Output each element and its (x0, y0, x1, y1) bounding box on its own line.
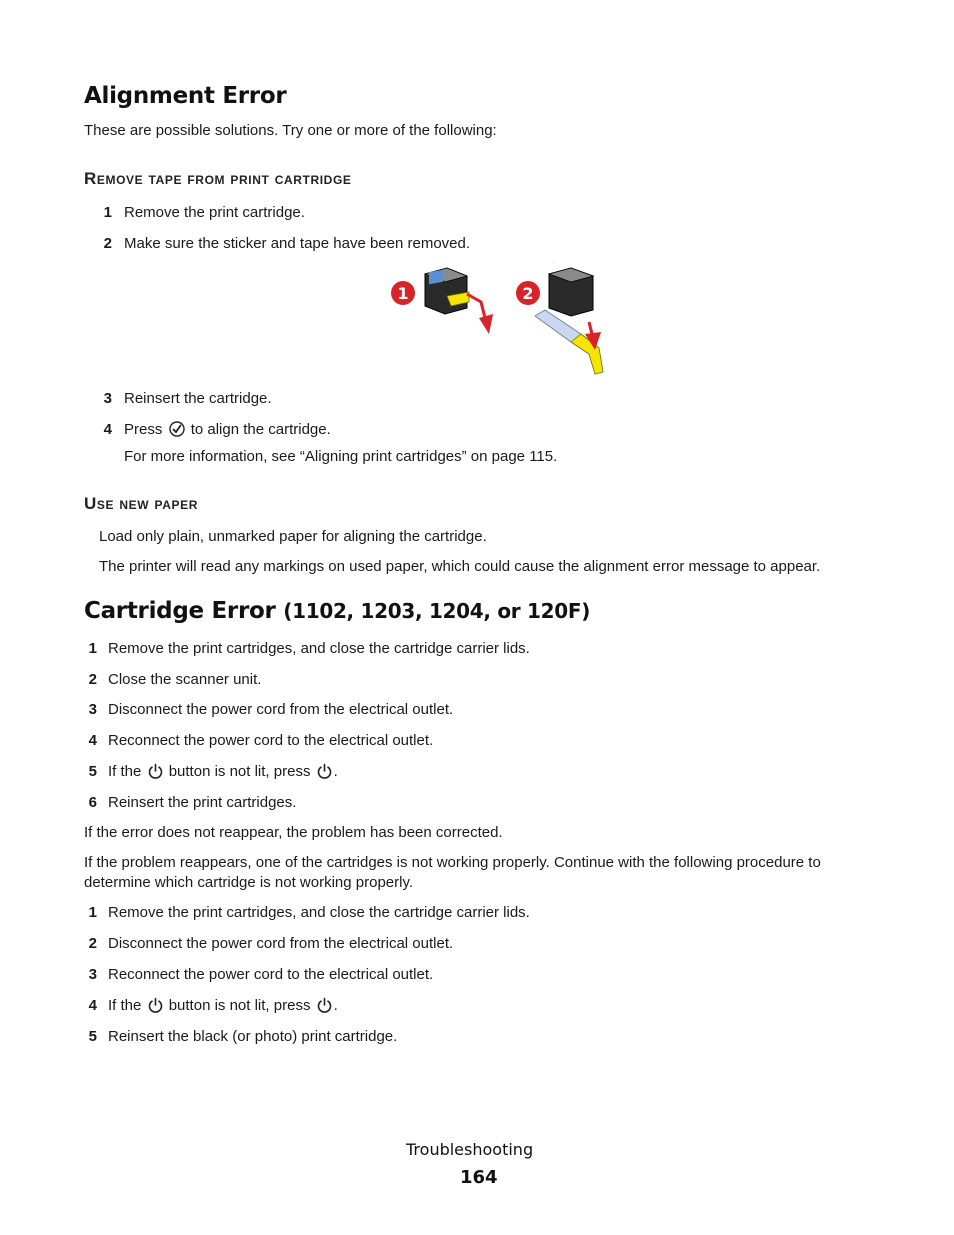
step-text (108, 997, 338, 1014)
step-number: 2 (88, 935, 97, 952)
cartridge-with-tape-icon (425, 268, 493, 334)
power-icon (148, 763, 163, 779)
step-number: 4 (88, 732, 97, 749)
para-error-corrected: If the error does not reappear, the problem has been corrected. (84, 824, 503, 841)
step-4-note: For more information, see “Aligning print cartridges” on page 115. (124, 448, 558, 465)
use-new-paper-heading: Use new paper (84, 494, 198, 513)
cartridge-error-codes: (1102, 1203, 1204, or 120F) (283, 599, 591, 623)
remove-tape-heading: Remove tape from print cartridge (84, 169, 352, 188)
callout-1 (391, 281, 415, 305)
step-number: 3 (103, 390, 112, 407)
step-text: Reinsert the cartridge. (124, 390, 272, 407)
checkmark-button-icon (169, 421, 185, 437)
step-text (124, 421, 331, 438)
step-text-before: If the (108, 763, 142, 780)
step-text-after: . (333, 763, 338, 780)
step-text: Remove the print cartridges, and close the cartridge carrier lids. (108, 904, 530, 921)
alignment-error-title: Alignment Error (84, 83, 287, 109)
power-icon (317, 997, 332, 1013)
step-text: Close the scanner unit. (108, 671, 262, 688)
power-icon (317, 763, 332, 779)
step-text-mid: button is not lit, press (168, 763, 311, 780)
step-number: 2 (103, 235, 112, 252)
cartridge-error-title-main: Cartridge Error (84, 598, 284, 624)
step-number: 1 (88, 904, 97, 921)
step-number: 1 (88, 640, 97, 657)
step-text: Disconnect the power cord from the electrical outlet. (108, 701, 454, 718)
use-new-paper-para-1: Load only plain, unmarked paper for aligning the cartridge. (99, 528, 487, 545)
step-text: Reconnect the power cord to the electrical outlet. (108, 732, 434, 749)
step-text: Remove the print cartridge. (124, 204, 305, 221)
step-text: Reinsert the black (or photo) print cartridge. (108, 1028, 398, 1045)
step-number: 4 (103, 421, 112, 438)
svg-text:1: 1 (397, 284, 409, 303)
svg-text:2: 2 (522, 284, 534, 303)
cartridge-tape-removed-icon (535, 262, 603, 374)
para-problem-reappears: If the problem reappears, one of the cartridges is not working properly. Continue with the following procedure to determine which cartridge is not working properly. (84, 854, 821, 891)
power-icon (148, 997, 163, 1013)
step-text-after: . (333, 997, 338, 1014)
use-new-paper-para-2: The printer will read any markings on used paper, which could cause the alignment error message to appear. (99, 558, 821, 575)
step-text: Remove the print cartridges, and close the cartridge carrier lids. (108, 640, 530, 657)
alignment-intro: These are possible solutions. Try one or more of the following: (84, 122, 497, 139)
step-text: Disconnect the power cord from the electrical outlet. (108, 935, 454, 952)
step-text: Reconnect the power cord to the electrical outlet. (108, 966, 434, 983)
step-text-after: to align the cartridge. (190, 421, 331, 438)
callout-2 (516, 281, 540, 305)
remove-tape-illustration (385, 262, 615, 380)
step-number: 4 (88, 997, 97, 1014)
cartridge-error-title (84, 598, 590, 624)
step-number: 2 (88, 671, 97, 688)
step-number: 3 (88, 966, 97, 983)
page-number: 164 (460, 1167, 498, 1188)
step-number: 3 (88, 701, 97, 718)
step-number: 5 (88, 1028, 97, 1045)
step-number: 5 (88, 763, 97, 780)
step-number: 1 (103, 204, 112, 221)
step-text-before: If the (108, 997, 142, 1014)
step-text: Reinsert the print cartridges. (108, 794, 297, 811)
step-number: 6 (88, 794, 97, 811)
step-text-before: Press (124, 421, 163, 438)
footer-section-label: Troubleshooting (406, 1140, 534, 1159)
step-text: Make sure the sticker and tape have been removed. (124, 235, 471, 252)
step-text-mid: button is not lit, press (168, 997, 311, 1014)
step-text (108, 763, 338, 780)
